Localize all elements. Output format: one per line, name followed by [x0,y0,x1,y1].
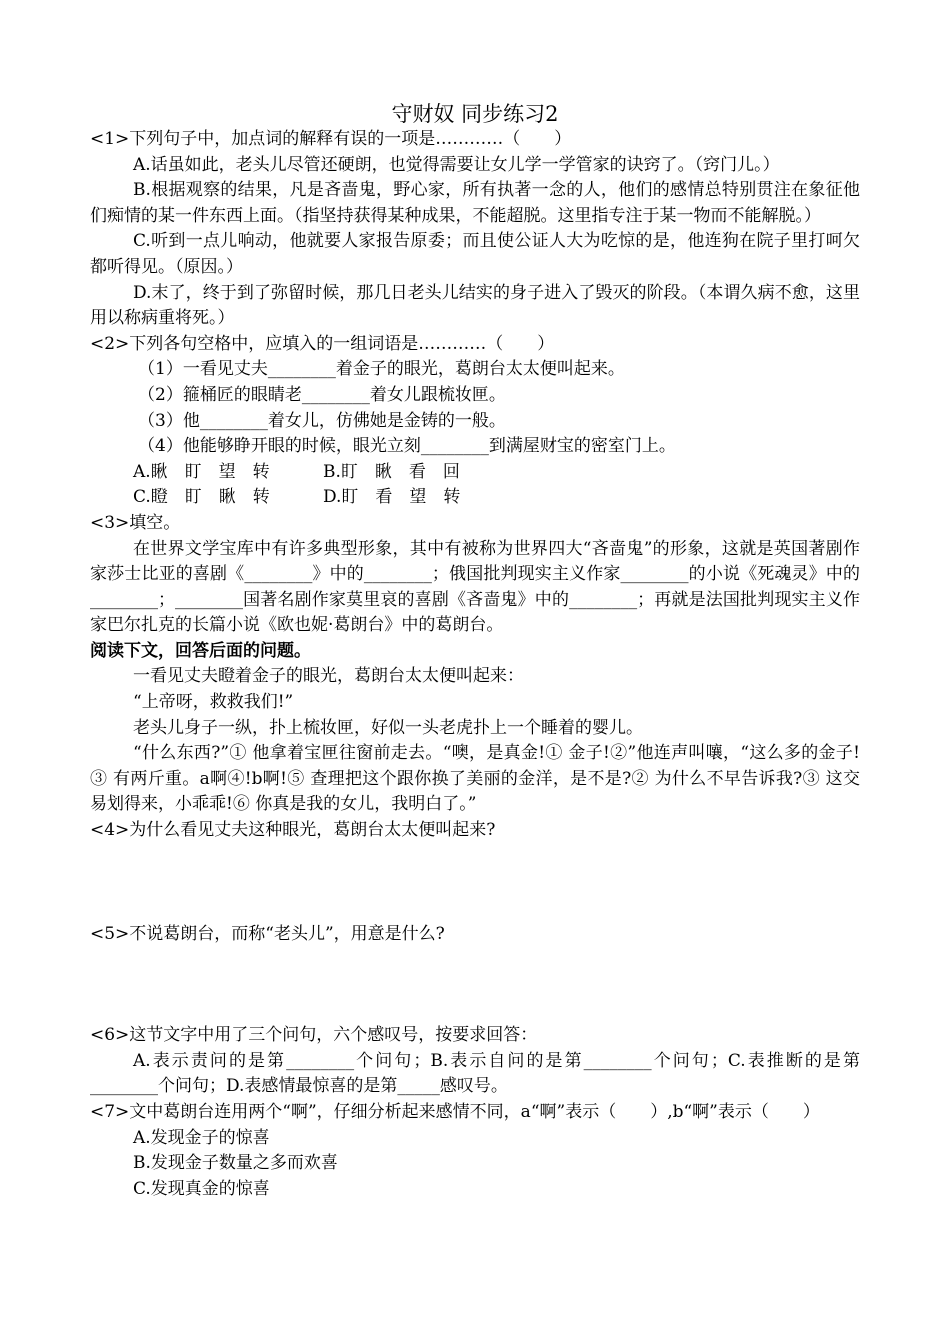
document-title: 守财奴 同步练习2 [391,102,559,126]
question-3-body: 在世界文学宝库中有许多典型形象，其中有被称为世界四大“吝啬鬼”的形象，这就是英国著剧作家莎士比亚的喜剧《________》中的________；俄国批判现实主义作家________的小说《死魂灵》中的________；________国著名剧作家莫里哀的喜剧《吝啬鬼》中的________；再就是法国批判现实主义作家巴尔扎克的长篇小说《欧也妮·葛朗台》中的葛朗台。 [90,538,860,636]
question-2-sentence-2: （2）箍桶匠的眼睛老________着女儿跟梳妆匣。 [138,384,506,405]
question-1-option-b: B.根据观察的结果，凡是吝啬鬼，野心家，所有执著一念的人，他们的感情总特别贯注在象征他们痴情的某一件东西上面。（指坚持获得某种成果，不能超脱。这里指专注于某一物而不能解脱。） [90,180,860,226]
question-5-answer-space [90,947,860,1023]
reading-paragraph-2: “上帝呀，救救我们!” [133,692,294,713]
question-1-stem: <1>下列句子中，加点词的解释有误的一项是…………（ ） [90,129,572,149]
question-6-body: A.表示责问的是第________个问句；B.表示自问的是第________个问句；C.表推断的是第________个问句；D.表感情最惊喜的是第_____感叹号。 [90,1050,860,1097]
question-2-option-c: C.瞪 盯 瞅 转 [133,487,270,508]
question-6-stem: <6>这节文字中用了三个问句，六个感叹号，按要求回答： [90,1025,538,1046]
question-1-option-c: C.听到一点儿响动，他就要人家报告原委；而且使公证人大为吃惊的是，他连狗在院子里打呵欠都听得见。（原因。） [90,231,860,277]
document-body [90,127,860,1202]
reading-heading: 阅读下文，回答后面的问题。 [90,640,311,661]
question-2-option-a: A.瞅 盯 望 转 [133,461,270,482]
question-7-stem: <7>文中葛朗台连用两个“啊”，仔细分析起来感情不同，a“啊”表示（ ）,b“啊”表示（ ） [90,1102,820,1122]
question-2-options-row-1 [90,460,860,486]
question-5-stem: <5>不说葛朗台，而称“老头儿”，用意是什么? [90,923,445,944]
question-2-option-d: D.盯 看 望 转 [323,487,461,508]
question-2-sentence-4: （4）他能够睁开眼的时候，眼光立刻________到满屋财宝的密室门上。 [138,436,676,457]
reading-paragraph-3: 老头儿身子一纵，扑上梳妆匣，好似一头老虎扑上一个睡着的婴儿。 [133,717,643,738]
reading-paragraph-1: 一看见丈夫瞪着金子的眼光，葛朗台太太便叫起来： [133,666,524,687]
question-4-stem: <4>为什么看见丈夫这种眼光，葛朗台太太便叫起来? [90,820,496,841]
question-2-sentence-1: （1）一看见丈夫________着金子的眼光，葛朗台太太便叫起来。 [138,359,625,380]
question-1-option-a: A.话虽如此，老头儿尽管还硬朗，也觉得需要让女儿学一学管家的诀窍了。（窍门儿。） [133,154,780,175]
reading-paragraph-4: “什么东西?”① 他拿着宝匣往窗前走去。“噢，是真金!① 金子!②”他连声叫嚷，“这么多的金子!③ 有两斤重。a啊④!b啊!⑤ 查理把这个跟你换了美丽的金洋，是不是?② 为什么不早告诉我?③ 这交易划得来，小乖乖!⑥ 你真是我的女儿，我明白了。” [90,743,860,815]
question-7-option-a: A.发现金子的惊喜 [133,1127,270,1148]
question-1-option-d: D.末了，终于到了弥留时候，那几日老头儿结实的身子进入了毁灭的阶段。（本谓久病不愈，这里用以称病重将死。） [90,282,860,329]
question-2-option-b: B.盯 瞅 看 回 [323,461,460,482]
question-3-stem: <3>填空。 [90,512,181,533]
question-7-option-b: B.发现金子数量之多而欢喜 [133,1153,338,1174]
question-2-sentence-3: （3）他________着女儿，仿佛她是金铸的一般。 [138,410,506,431]
question-4-answer-space [90,844,860,922]
question-7-option-c: C.发现真金的惊喜 [133,1178,270,1199]
question-2-options-row-2 [90,485,860,511]
question-2-stem: <2>下列各句空格中，应填入的一组词语是…………（ ） [90,333,555,354]
